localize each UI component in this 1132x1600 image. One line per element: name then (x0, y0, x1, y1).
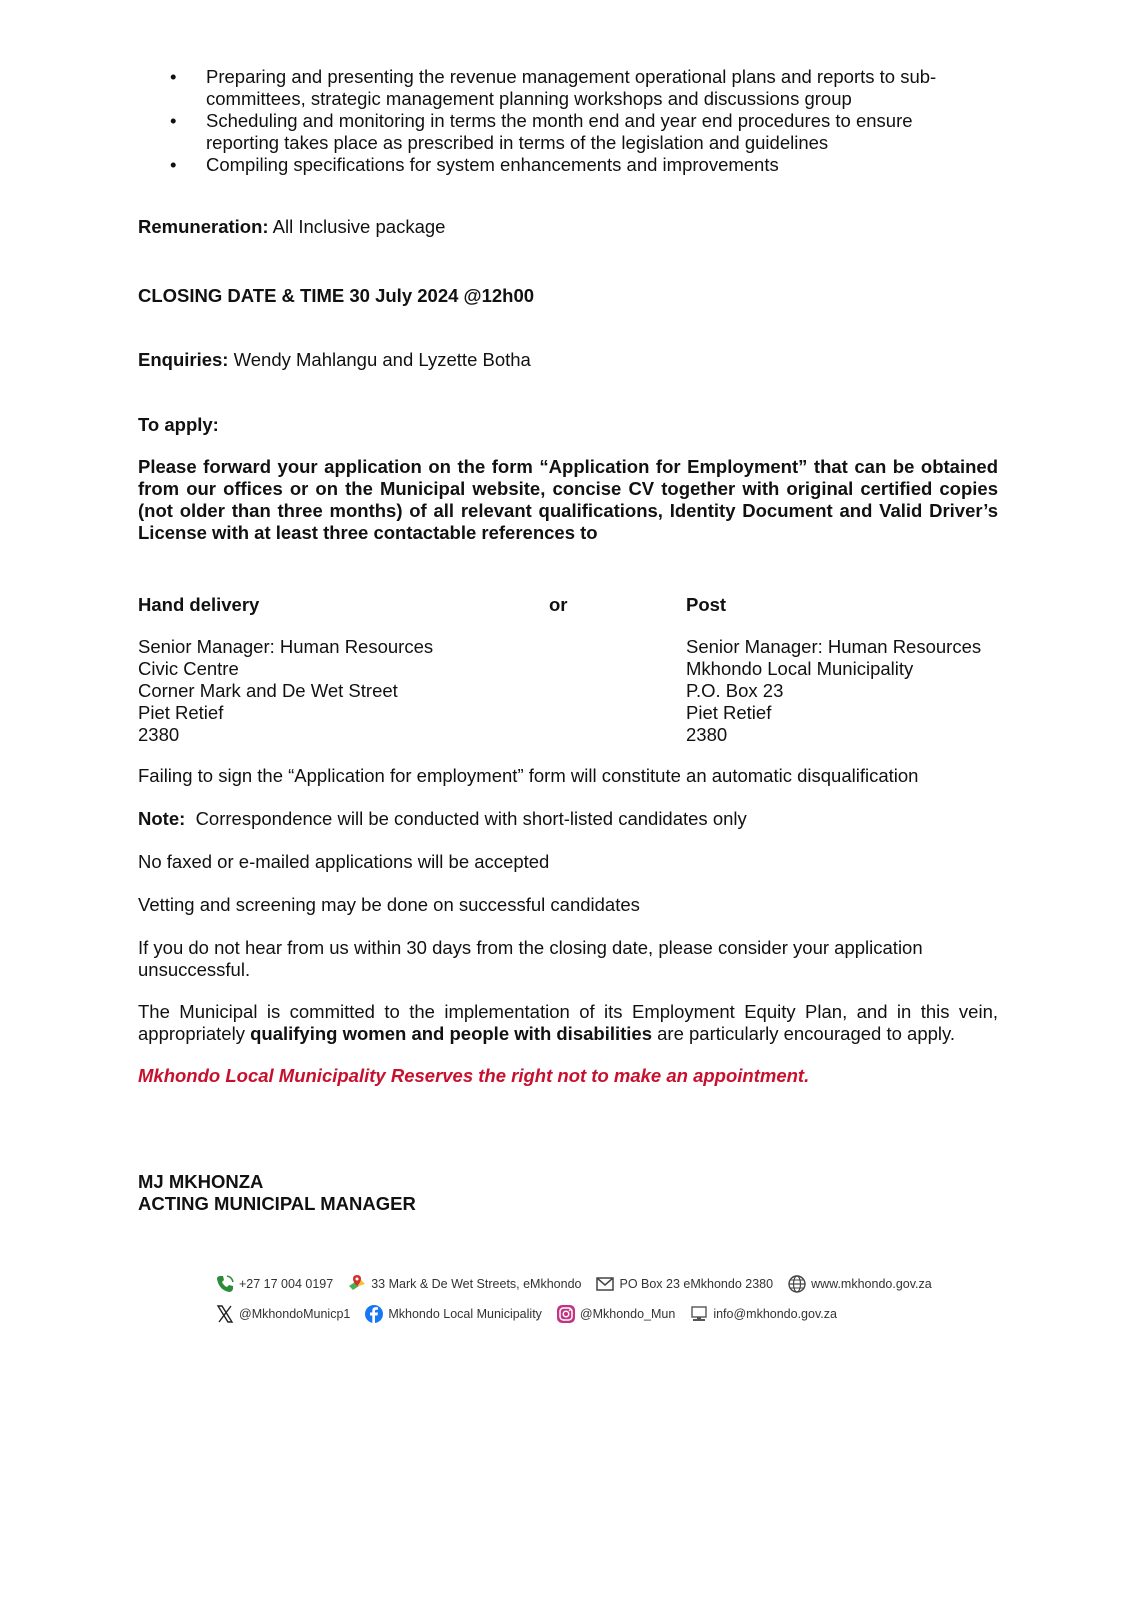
no-hear-notice: If you do not hear from us within 30 days from the closing date, please consider your application unsuccessful. (138, 937, 923, 980)
instagram-icon (556, 1304, 576, 1324)
employment-equity-notice (138, 1001, 998, 1045)
x-handle[interactable]: @MkhondoMunicp1 (239, 1307, 351, 1321)
computer-icon (689, 1304, 709, 1324)
enquiries-label: Enquiries: (138, 349, 229, 370)
footer-row (215, 1303, 851, 1325)
footer-email[interactable] (689, 1303, 837, 1325)
phone-icon (215, 1274, 235, 1294)
address-line: 2380 (686, 724, 728, 745)
note-text: Correspondence will be conducted with short-listed candidates only (195, 808, 747, 829)
duty-item (170, 110, 970, 154)
contact-footer (215, 1273, 932, 1343)
po-box: PO Box 23 eMkhondo 2380 (619, 1277, 774, 1291)
duty-line: Scheduling and monitoring in terms the month end and year end procedures to ensure (206, 110, 913, 131)
address-line: Corner Mark and De Wet Street (138, 680, 398, 701)
duty-line: committees, strategic management planning workshops and discussions group (206, 88, 852, 109)
note-label: Note: (138, 808, 186, 829)
remuneration-label: Remuneration: (138, 216, 269, 237)
footer-row (215, 1273, 946, 1295)
footer-phone (215, 1273, 333, 1295)
phone-number: +27 17 004 0197 (239, 1277, 334, 1291)
globe-icon (787, 1274, 807, 1294)
duty-line: reporting takes place as prescribed in terms of the legislation and guidelines (206, 132, 829, 153)
remuneration (138, 216, 998, 238)
signatory-title: ACTING MUNICIPAL MANAGER (138, 1193, 416, 1214)
ee-text: are particularly encouraged to apply. (652, 1023, 956, 1044)
address-line: 2380 (138, 724, 180, 745)
footer-website[interactable] (787, 1273, 932, 1295)
footer-facebook[interactable] (364, 1303, 542, 1325)
address-line: Senior Manager: Human Resources (686, 636, 982, 657)
facebook-page[interactable]: Mkhondo Local Municipality (388, 1307, 542, 1321)
address-line: Senior Manager: Human Resources (138, 636, 434, 657)
bullet-icon: • (170, 110, 177, 131)
ee-emphasis: qualifying women and people with disabilities (250, 1023, 652, 1044)
address-line: Piet Retief (138, 702, 224, 723)
address-line: Piet Retief (686, 702, 772, 723)
apply-heading: To apply: (138, 414, 219, 435)
address-line: Mkhondo Local Municipality (686, 658, 914, 679)
footer-instagram[interactable] (556, 1303, 675, 1325)
enquiries (138, 349, 998, 371)
address-line: Civic Centre (138, 658, 239, 679)
bullet-icon: • (170, 154, 177, 175)
or-label: or (549, 594, 568, 615)
duties-list (170, 66, 970, 176)
hand-delivery-heading: Hand delivery (138, 594, 260, 615)
ee-text: The Municipal is committed to the implementation of its Employment Equity Plan, and in this vein, appropriately (138, 1001, 998, 1044)
footer-address (347, 1273, 581, 1295)
post-heading: Post (686, 594, 727, 615)
hand-delivery-address (138, 636, 433, 746)
location-map-icon (347, 1274, 367, 1294)
email-address[interactable]: info@mkhondo.gov.za (713, 1307, 837, 1321)
duty-item (170, 154, 970, 176)
address-line: P.O. Box 23 (686, 680, 784, 701)
facebook-icon (364, 1304, 384, 1324)
reservation-notice: Mkhondo Local Municipality Reserves the right not to make an appointment. (138, 1065, 810, 1086)
no-faxed-notice: No faxed or e-mailed applications will be accepted (138, 851, 550, 872)
duty-item (170, 66, 970, 110)
note (138, 808, 998, 830)
instagram-handle[interactable]: @Mkhondo_Mun (579, 1307, 676, 1321)
footer-x[interactable] (215, 1303, 350, 1325)
footer-pobox (595, 1273, 773, 1295)
duty-line: Preparing and presenting the revenue management operational plans and reports to sub- (206, 66, 937, 87)
duty-line: Compiling specifications for system enhancements and improvements (206, 154, 779, 175)
post-address (686, 636, 981, 746)
signatory-name: MJ MKHONZA (138, 1171, 264, 1192)
remuneration-value: All Inclusive package (272, 216, 446, 237)
street-address: 33 Mark & De Wet Streets, eMkhondo (371, 1277, 582, 1291)
x-logo-icon (215, 1304, 235, 1324)
vetting-notice: Vetting and screening may be done on successful candidates (138, 894, 640, 915)
apply-instructions: Please forward your application on the form “Application for Employment” that can be obtained from our offices or on the Municipal website, concise CV together with original certified copies (not older than three months) of all relevant qualifications, Identity Document and Valid Driver’s License with at least three contactable references to (138, 456, 998, 543)
closing-date: CLOSING DATE & TIME 30 July 2024 @12h00 (138, 285, 535, 306)
envelope-icon (595, 1274, 615, 1294)
enquiries-value: Wendy Mahlangu and Lyzette Botha (233, 349, 531, 370)
failing-notice: Failing to sign the “Application for employment” form will constitute an automatic disqualification (138, 765, 919, 786)
website-link[interactable]: www.mkhondo.gov.za (811, 1277, 932, 1291)
bullet-icon: • (170, 66, 177, 87)
